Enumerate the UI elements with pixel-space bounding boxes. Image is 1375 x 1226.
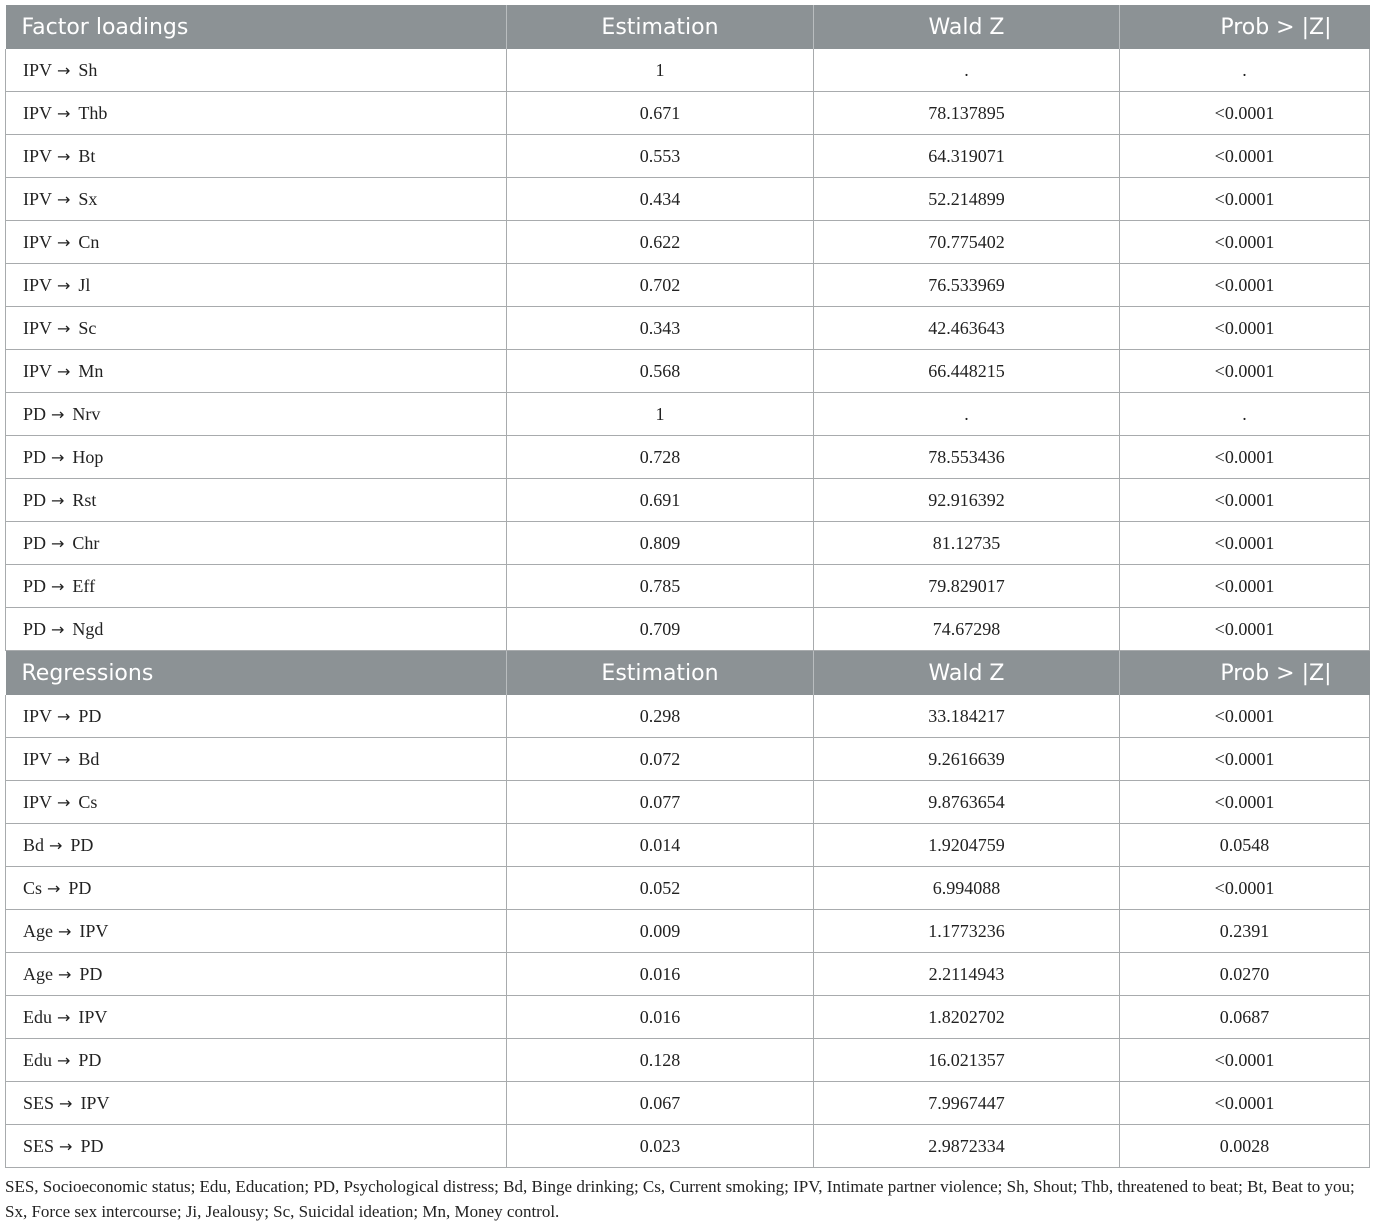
estimation-cell: 0.702 [507,264,814,307]
path-cell [6,1039,507,1082]
right-arrow-icon: → [51,447,65,467]
wald-z-cell: . [814,49,1120,92]
prob-cell: <0.0001 [1120,608,1370,651]
wald-z-cell: 52.214899 [814,178,1120,221]
right-arrow-icon: → [57,318,71,338]
right-arrow-icon: → [57,749,71,769]
path-to: Rst [72,489,97,510]
right-arrow-icon: → [57,1007,71,1027]
path-to: Bt [78,145,96,166]
wald-z-cell: 42.463643 [814,307,1120,350]
table-row [6,565,1370,608]
path-cell [6,1125,507,1168]
prob-cell: <0.0001 [1120,695,1370,738]
wald-z-cell: 1.9204759 [814,824,1120,867]
right-arrow-icon: → [51,576,65,596]
table-row [6,307,1370,350]
path-to: Bd [78,748,100,769]
wald-z-cell: 33.184217 [814,695,1120,738]
right-arrow-icon: → [57,275,71,295]
estimation-cell: 0.016 [507,953,814,996]
table-row [6,436,1370,479]
right-arrow-icon: → [51,533,65,553]
table-row [6,178,1370,221]
path-cell [6,953,507,996]
wald-z-cell: 81.12735 [814,522,1120,565]
path-to: Jl [78,274,91,295]
right-arrow-icon: → [57,706,71,726]
wald-z-cell: 6.994088 [814,867,1120,910]
estimation-cell: 0.553 [507,135,814,178]
table-row [6,135,1370,178]
path-from: IPV [23,145,53,166]
path-to: IPV [79,920,109,941]
col-header-estimation: Estimation [507,5,814,49]
wald-z-cell: 76.533969 [814,264,1120,307]
wald-z-cell: 9.8763654 [814,781,1120,824]
path-from: IPV [23,274,53,295]
col-header-estimation: Estimation [507,651,814,696]
path-from: IPV [23,748,53,769]
right-arrow-icon: → [57,232,71,252]
prob-cell: <0.0001 [1120,1082,1370,1125]
wald-z-cell: 74.67298 [814,608,1120,651]
path-from: PD [23,489,47,510]
wald-z-cell: 7.9967447 [814,1082,1120,1125]
path-cell [6,178,507,221]
prob-cell: . [1120,49,1370,92]
path-from: Bd [23,834,45,855]
path-from: IPV [23,360,53,381]
table-row [6,1082,1370,1125]
path-cell [6,221,507,264]
path-to: Cs [78,791,98,812]
path-cell [6,608,507,651]
path-to: Nrv [72,403,101,424]
prob-cell: <0.0001 [1120,92,1370,135]
wald-z-cell: . [814,393,1120,436]
right-arrow-icon: → [47,878,61,898]
table-row [6,867,1370,910]
right-arrow-icon: → [51,490,65,510]
wald-z-cell: 70.775402 [814,221,1120,264]
table-row [6,953,1370,996]
prob-cell: <0.0001 [1120,565,1370,608]
estimation-cell: 0.009 [507,910,814,953]
wald-z-cell: 16.021357 [814,1039,1120,1082]
path-to: Chr [72,532,100,553]
path-to: Hop [72,446,104,467]
path-from: PD [23,618,47,639]
table-row [6,738,1370,781]
prob-cell: 0.0687 [1120,996,1370,1039]
path-to: Eff [72,575,96,596]
table-footnote: SES, Socioeconomic status; Edu, Education; PD, Psychological distress; Bd, Binge drinking; Cs, Current smoking; IPV, Intimate partner violence; Sh, Shout; Thb, threatened to beat; Bt, Beat to you; Sx, Force sex intercourse; Ji, Jealousy; Sc, Suicidal ideation; Mn, Money control. [5,1177,1355,1221]
path-cell [6,135,507,178]
prob-cell: <0.0001 [1120,135,1370,178]
right-arrow-icon: → [57,146,71,166]
path-from: Age [23,963,53,984]
prob-cell: <0.0001 [1120,264,1370,307]
prob-cell: 0.0548 [1120,824,1370,867]
estimation-cell: 0.728 [507,436,814,479]
results-table-body [6,5,1370,1168]
right-arrow-icon: → [58,964,72,984]
table-row [6,522,1370,565]
estimation-cell: 0.622 [507,221,814,264]
right-arrow-icon: → [58,921,72,941]
path-cell [6,307,507,350]
right-arrow-icon: → [59,1136,73,1156]
estimation-cell: 0.671 [507,92,814,135]
col-header-prob: Prob > |Z| [1120,651,1370,696]
path-from: PD [23,575,47,596]
results-table [5,5,1370,1168]
path-to: IPV [78,1006,108,1027]
path-from: Edu [23,1006,52,1027]
table-row [6,608,1370,651]
right-arrow-icon: → [49,835,63,855]
estimation-cell: 0.016 [507,996,814,1039]
path-to: Sh [78,59,98,80]
prob-cell: <0.0001 [1120,1039,1370,1082]
prob-cell: 0.2391 [1120,910,1370,953]
col-header-prob: Prob > |Z| [1120,5,1370,49]
path-from: SES [23,1135,55,1156]
path-to: PD [80,1135,104,1156]
estimation-cell: 0.072 [507,738,814,781]
table-row [6,49,1370,92]
estimation-cell: 0.023 [507,1125,814,1168]
path-from: PD [23,532,47,553]
path-to: Ngd [72,618,104,639]
path-from: IPV [23,705,53,726]
path-cell [6,996,507,1039]
table-row [6,695,1370,738]
estimation-cell: 0.809 [507,522,814,565]
path-to: PD [70,834,94,855]
table-row [6,996,1370,1039]
estimation-cell: 0.709 [507,608,814,651]
estimation-cell: 1 [507,393,814,436]
prob-cell: <0.0001 [1120,867,1370,910]
estimation-cell: 0.128 [507,1039,814,1082]
path-cell [6,92,507,135]
prob-cell: <0.0001 [1120,178,1370,221]
table-row [6,92,1370,135]
path-to: PD [78,1049,102,1070]
prob-cell: . [1120,393,1370,436]
path-from: Cs [23,877,43,898]
path-cell [6,49,507,92]
path-cell [6,738,507,781]
path-cell [6,350,507,393]
path-from: IPV [23,102,53,123]
wald-z-cell: 66.448215 [814,350,1120,393]
right-arrow-icon: → [57,103,71,123]
estimation-cell: 0.298 [507,695,814,738]
path-from: IPV [23,188,53,209]
right-arrow-icon: → [57,361,71,381]
right-arrow-icon: → [57,189,71,209]
path-to: Sc [78,317,97,338]
wald-z-cell: 2.9872334 [814,1125,1120,1168]
prob-cell: <0.0001 [1120,738,1370,781]
estimation-cell: 0.568 [507,350,814,393]
path-from: SES [23,1092,55,1113]
estimation-cell: 0.691 [507,479,814,522]
prob-cell: <0.0001 [1120,350,1370,393]
table-row [6,1039,1370,1082]
path-cell [6,565,507,608]
prob-cell: 0.0270 [1120,953,1370,996]
path-to: PD [68,877,92,898]
prob-cell: <0.0001 [1120,522,1370,565]
path-from: IPV [23,317,53,338]
estimation-cell: 0.434 [507,178,814,221]
path-from: Age [23,920,53,941]
path-cell [6,781,507,824]
path-from: PD [23,403,47,424]
path-to: Thb [78,102,108,123]
wald-z-cell: 2.2114943 [814,953,1120,996]
path-cell [6,695,507,738]
prob-cell: <0.0001 [1120,221,1370,264]
estimation-cell: 0.077 [507,781,814,824]
wald-z-cell: 1.8202702 [814,996,1120,1039]
table-row [6,781,1370,824]
wald-z-cell: 64.319071 [814,135,1120,178]
estimation-cell: 1 [507,49,814,92]
path-cell [6,436,507,479]
table-row [6,350,1370,393]
path-from: PD [23,446,47,467]
path-to: Cn [78,231,100,252]
section-header-row [6,5,1370,49]
prob-cell: 0.0028 [1120,1125,1370,1168]
section-header-row [6,651,1370,696]
path-from: Edu [23,1049,52,1070]
path-cell [6,824,507,867]
right-arrow-icon: → [51,619,65,639]
table-row [6,221,1370,264]
prob-cell: <0.0001 [1120,479,1370,522]
section-title: Regressions [6,651,507,696]
prob-cell: <0.0001 [1120,781,1370,824]
wald-z-cell: 9.2616639 [814,738,1120,781]
estimation-cell: 0.052 [507,867,814,910]
prob-cell: <0.0001 [1120,307,1370,350]
path-to: Mn [78,360,104,381]
wald-z-cell: 79.829017 [814,565,1120,608]
prob-cell: <0.0001 [1120,436,1370,479]
right-arrow-icon: → [57,60,71,80]
col-header-wald-z: Wald Z [814,5,1120,49]
estimation-cell: 0.785 [507,565,814,608]
table-row [6,910,1370,953]
right-arrow-icon: → [57,792,71,812]
path-cell [6,479,507,522]
path-to: Sx [78,188,98,209]
table-row [6,393,1370,436]
right-arrow-icon: → [57,1050,71,1070]
path-cell [6,522,507,565]
wald-z-cell: 92.916392 [814,479,1120,522]
path-from: IPV [23,231,53,252]
wald-z-cell: 78.553436 [814,436,1120,479]
path-to: IPV [80,1092,110,1113]
estimation-cell: 0.343 [507,307,814,350]
right-arrow-icon: → [59,1093,73,1113]
path-cell [6,1082,507,1125]
wald-z-cell: 78.137895 [814,92,1120,135]
wald-z-cell: 1.1773236 [814,910,1120,953]
right-arrow-icon: → [51,404,65,424]
table-row [6,1125,1370,1168]
path-to: PD [79,963,103,984]
estimation-cell: 0.014 [507,824,814,867]
path-cell [6,264,507,307]
path-from: IPV [23,791,53,812]
path-cell [6,910,507,953]
path-to: PD [78,705,102,726]
table-row [6,264,1370,307]
col-header-wald-z: Wald Z [814,651,1120,696]
path-cell [6,393,507,436]
table-row [6,824,1370,867]
path-cell [6,867,507,910]
table-row [6,479,1370,522]
section-title: Factor loadings [6,5,507,49]
path-from: IPV [23,59,53,80]
estimation-cell: 0.067 [507,1082,814,1125]
